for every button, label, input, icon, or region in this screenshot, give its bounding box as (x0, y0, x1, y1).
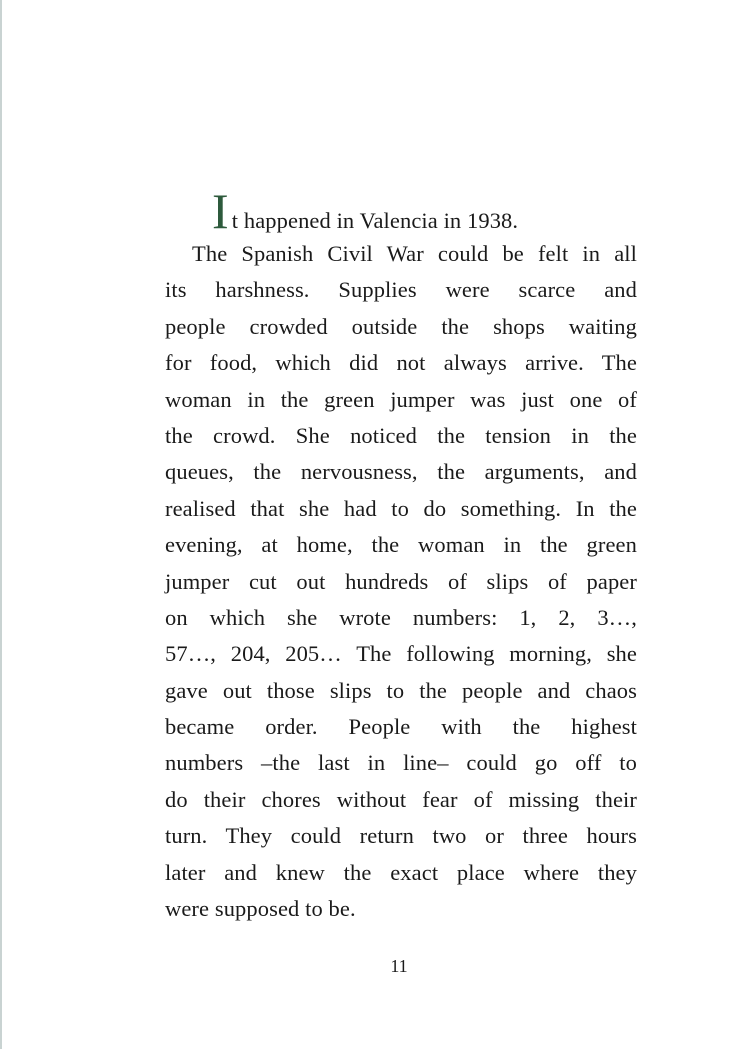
text-line: 57…, 204, 205… The following morning, she (165, 641, 637, 667)
text-line: its harshness. Supplies were scarce and (165, 277, 637, 303)
text-line: queues, the nervousness, the arguments, and (165, 459, 637, 485)
text-line: turn. They could return two or three hours (165, 823, 637, 849)
page-number: 11 (390, 956, 408, 976)
text-line: were supposed to be. (165, 896, 356, 922)
text-line: do their chores without fear of missing their (165, 786, 637, 812)
text-line: people crowded outside the shops waiting (165, 313, 637, 339)
opening-line-text: t happened in Valencia in 1938. (231, 208, 519, 233)
text-line: for food, which did not always arrive. The (165, 350, 637, 376)
text-line: the crowd. She noticed the tension in the (165, 422, 637, 448)
text-line: realised that she had to do something. In the (165, 495, 637, 521)
text-line: evening, at home, the woman in the green (165, 532, 637, 558)
text-line: became order. People with the highest (165, 714, 637, 740)
page-edge-rule (0, 0, 2, 1049)
text-line: later and knew the exact place where they (165, 859, 637, 885)
text-line: on which she wrote numbers: 1, 2, 3…, (165, 604, 637, 630)
text-line: numbers –the last in line– could go off to (165, 750, 637, 776)
text-line: jumper cut out hundreds of slips of paper (165, 568, 637, 594)
text-line: gave out those slips to the people and chaos (165, 677, 637, 703)
text-line: The Spanish Civil War could be felt in all (192, 241, 637, 266)
text-line: woman in the green jumper was just one of (165, 386, 637, 412)
body-text (165, 183, 637, 927)
opening-line (165, 183, 637, 239)
drop-cap: I (212, 183, 229, 239)
